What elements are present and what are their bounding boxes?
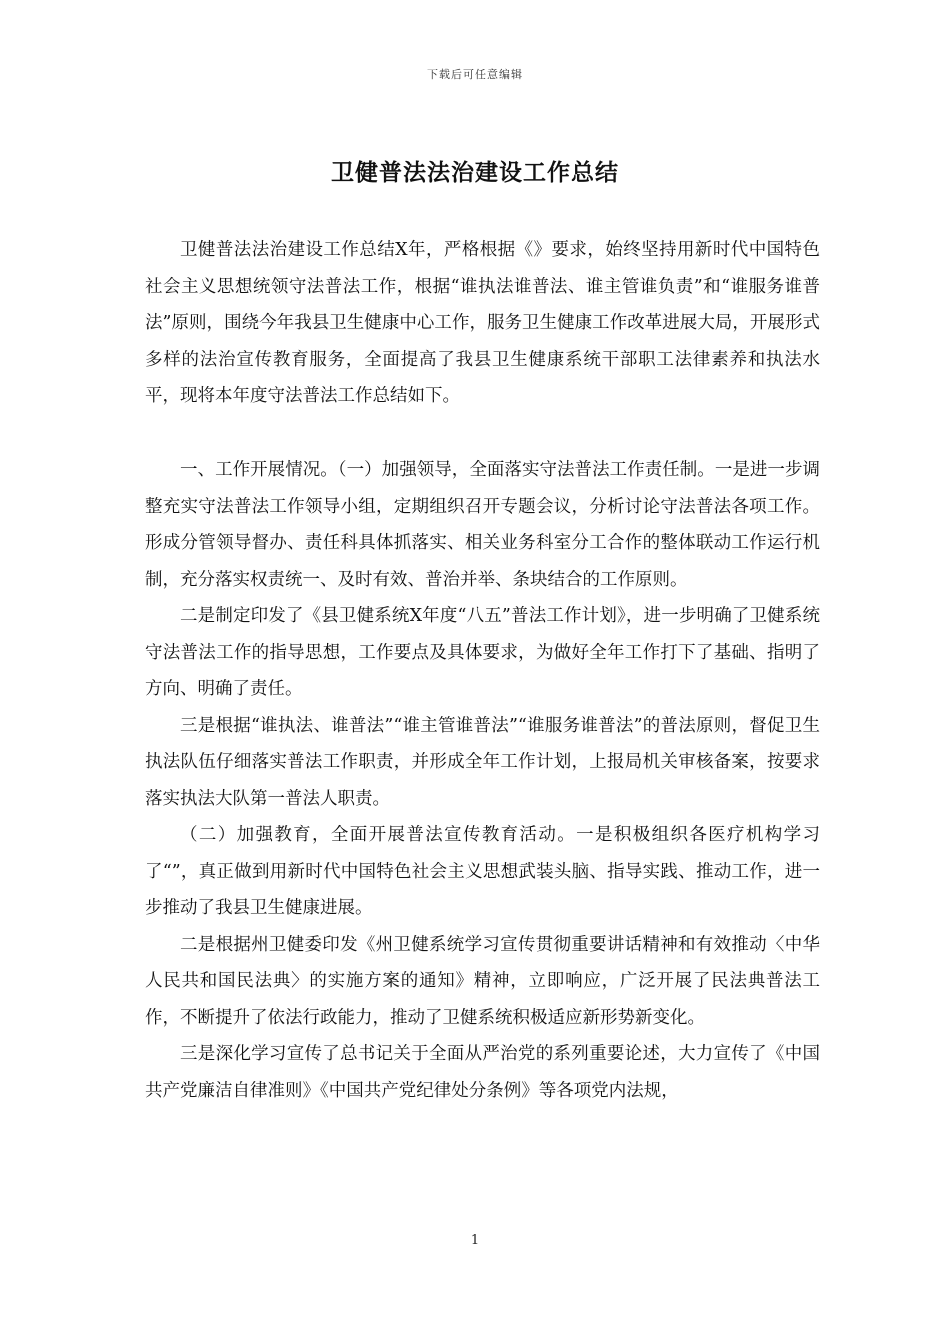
paragraph-principle: 三是根据“谁执法、谁普法”“谁主管谁普法”“谁服务谁普法”的普法原则，督促卫生执法队伍仔细落实普法工作职责，并形成全年工作计划，上报局机关审核备案，按要求落实执法大队第一普法人职责。	[145, 715, 820, 809]
document-title: 卫健普法法治建设工作总结	[331, 159, 619, 186]
page-number: 1	[470, 1233, 480, 1248]
paragraph-education: （二）加强教育，全面开展普法宣传教育活动。一是积极组织各医疗机构学习了“”，真正做到用新时代中国特色社会主义思想武装头脑、指导实践、推动工作，进一步推动了我县卫生健康进展。	[145, 825, 820, 918]
paragraph-intro: 卫健普法法治建设工作总结X年，严格根据《》要求，始终坚持用新时代中国特色社会主义思想统领守法普法工作，根据“谁执法谁普法、谁主管谁负责”和“谁服务谁普法”原则，围绕今年我县卫生健康中心工作，服务卫生健康工作改革进展大局，开展形式多样的法治宣传教育服务，全面提高了我县卫生健康系统干部职工法律素养和执法水平，现将本年度守法普法工作总结如下。	[145, 240, 820, 406]
main-section	[145, 452, 820, 1109]
paragraph-work-overview: 一、工作开展情况。（一）加强领导，全面落实守法普法工作责任制。一是进一步调整充实守法普法工作领导小组，定期组织召开专题会议，分析讨论守法普法各项工作。形成分管领导督办、责任科具体抓落实、相关业务科室分工合作的整体联动工作运行机制，充分落实权责统一、及时有效、普治并举、条块结合的工作原则。	[145, 460, 820, 590]
header-note: 下载后可任意编辑	[427, 68, 523, 81]
intro-section	[145, 232, 820, 415]
paragraph-plan: 二是制定印发了《县卫健系统X年度“八五”普法工作计划》，进一步明确了卫健系统守法普法工作的指导思想，工作要点及具体要求，为做好全年工作打下了基础、指明了方向、明确了责任。	[145, 606, 820, 699]
paragraph-civil-code: 二是根据州卫健委印发《州卫健系统学习宣传贯彻重要讲话精神和有效推动〈中华人民共和国民法典〉的实施方案的通知》精神，立即响应，广泛开展了民法典普法工作，不断提升了依法行政能力，推动了卫健系统积极适应新形势新变化。	[145, 934, 820, 1028]
paragraph-party-discipline: 三是深化学习宣传了总书记关于全面从严治党的系列重要论述，大力宣传了《中国共产党廉洁自律准则》《中国共产党纪律处分条例》等各项党内法规，	[145, 1044, 820, 1101]
